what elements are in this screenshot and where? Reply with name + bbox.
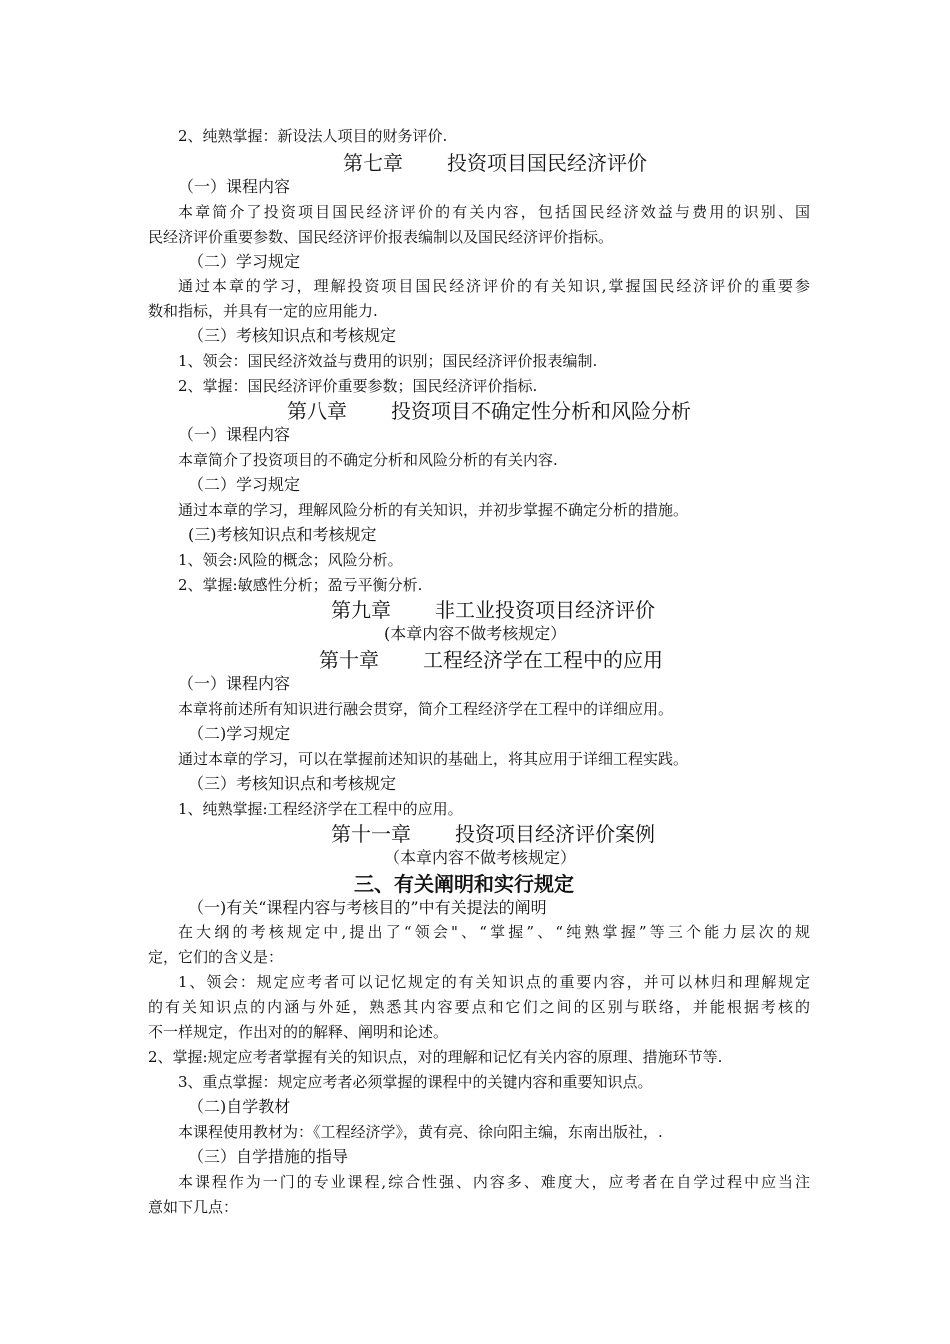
text-line: 2、纯熟掌握：新设法人项目的财务评价. [178, 127, 448, 145]
chapter-title: 工程经济学在工程中的应用 [423, 648, 663, 672]
chapter-number: 第九章 [331, 598, 391, 622]
section-heading: （二）学习规定 [188, 252, 301, 271]
text-line: 通过本章的学习，理解风险分析的有关知识，并初步掌握不确定分析的措施。 [178, 501, 689, 519]
text-line: 2、掌握：国民经济评价重要参数；国民经济评价指标. [178, 377, 538, 395]
text-line: 1、领会：规定应考者可以记忆规定的有关知识点的重要内容，并可以林归和理解规定 [178, 973, 810, 991]
section-heading: （二）学习规定 [188, 475, 301, 494]
section-heading: （三）自学措施的指导 [188, 1147, 349, 1166]
section-heading: （二)自学教材 [188, 1097, 291, 1116]
text-line: 定，它们的含义是： [148, 948, 284, 966]
section-heading: （三）考核知识点和考核规定 [188, 326, 397, 345]
chapter-heading [331, 821, 655, 847]
chapter-title: 非工业投资项目经济评价 [435, 598, 655, 622]
text-line: 通过本章的学习，理解投资项目国民经济评价的有关知识,掌握国民经济评价的重要参 [178, 277, 810, 295]
section-heading: （三）考核知识点和考核规定 [188, 774, 397, 793]
text-line: 1、领会:风险的概念；风险分析。 [178, 551, 403, 569]
text-line: 2、掌握:规定应考者掌握有关的知识点，对的理解和记忆有关内容的原理、措施环节等. [148, 1048, 723, 1066]
chapter-number: 第十一章 [331, 822, 411, 846]
text-line: 在大纲的考核规定中,提出了“领会"、“掌握”、“纯熟掌握”等三个能力层次的规 [178, 923, 810, 941]
text-line: 3、重点掌握：规定应考者必须掌握的课程中的关键内容和重要知识点。 [178, 1073, 653, 1091]
chapter-title: 投资项目经济评价案例 [455, 822, 655, 846]
chapter-heading [343, 150, 647, 176]
section-heading: （二)学习规定 [188, 724, 291, 743]
text-line: 通过本章的学习，可以在掌握前述知识的基础上，将其应用于详细工程实践。 [178, 750, 689, 768]
section-heading: (三)考核知识点和考核规定 [188, 525, 377, 544]
chapter-heading [331, 597, 655, 623]
text-line: 本章简介了投资项目的不确定分析和风险分析的有关内容. [178, 451, 558, 469]
text-line: 本课程作为一门的专业课程,综合性强、内容多、难度大，应考者在自学过程中应当注 [178, 1173, 810, 1191]
section-heading: （一）课程内容 [178, 674, 291, 693]
chapter-number: 第十章 [319, 648, 379, 672]
chapter-heading [319, 647, 663, 673]
text-line: 1、领会：国民经济效益与费用的识别；国民经济评价报表编制. [178, 352, 598, 370]
chapter-note: （本章内容不做考核规定） [384, 848, 577, 867]
section-heading: （一)有关“课程内容与考核目的”中有关提法的阐明 [188, 898, 547, 917]
text-line: 本课程使用教材为：《工程经济学》，黄有亮、徐向阳主编，东南出版社，. [178, 1123, 663, 1141]
chapter-title: 投资项目不确定性分析和风险分析 [391, 399, 691, 423]
text-line: 本章简介了投资项目国民经济评价的有关内容，包括国民经济效益与费用的识别、国 [178, 203, 810, 221]
chapter-title: 投资项目国民经济评价 [447, 151, 647, 175]
text-line: 数和指标，并具有一定的应用能力. [148, 302, 378, 320]
chapter-heading [287, 398, 691, 424]
chapter-number: 第八章 [287, 399, 347, 423]
section-heading: （一）课程内容 [178, 425, 291, 444]
text-line: 民经济评价重要参数、国民经济评价报表编制以及国民经济评价指标。 [148, 228, 614, 246]
text-line: 1、纯熟掌握:工程经济学在工程中的应用。 [178, 800, 463, 818]
text-line: 不一样规定，作出对的的解释、阐明和论述。 [148, 1023, 449, 1041]
text-line: 意如下几点： [148, 1198, 239, 1216]
section-heading: （一）课程内容 [178, 177, 291, 196]
text-line: 本章将前述所有知识进行融会贯穿，简介工程经济学在工程中的详细应用。 [178, 700, 674, 718]
text-line: 的有关知识点的内涵与外延，熟悉其内容要点和它们之间的区别与联络，并能根据考核的 [148, 998, 810, 1016]
chapter-note: (本章内容不做考核规定） [384, 624, 567, 643]
text-line: 2、掌握:敏感性分析；盈亏平衡分析. [178, 576, 423, 594]
part-heading: 三、有关阐明和实行规定 [354, 872, 574, 896]
chapter-number: 第七章 [343, 151, 403, 175]
